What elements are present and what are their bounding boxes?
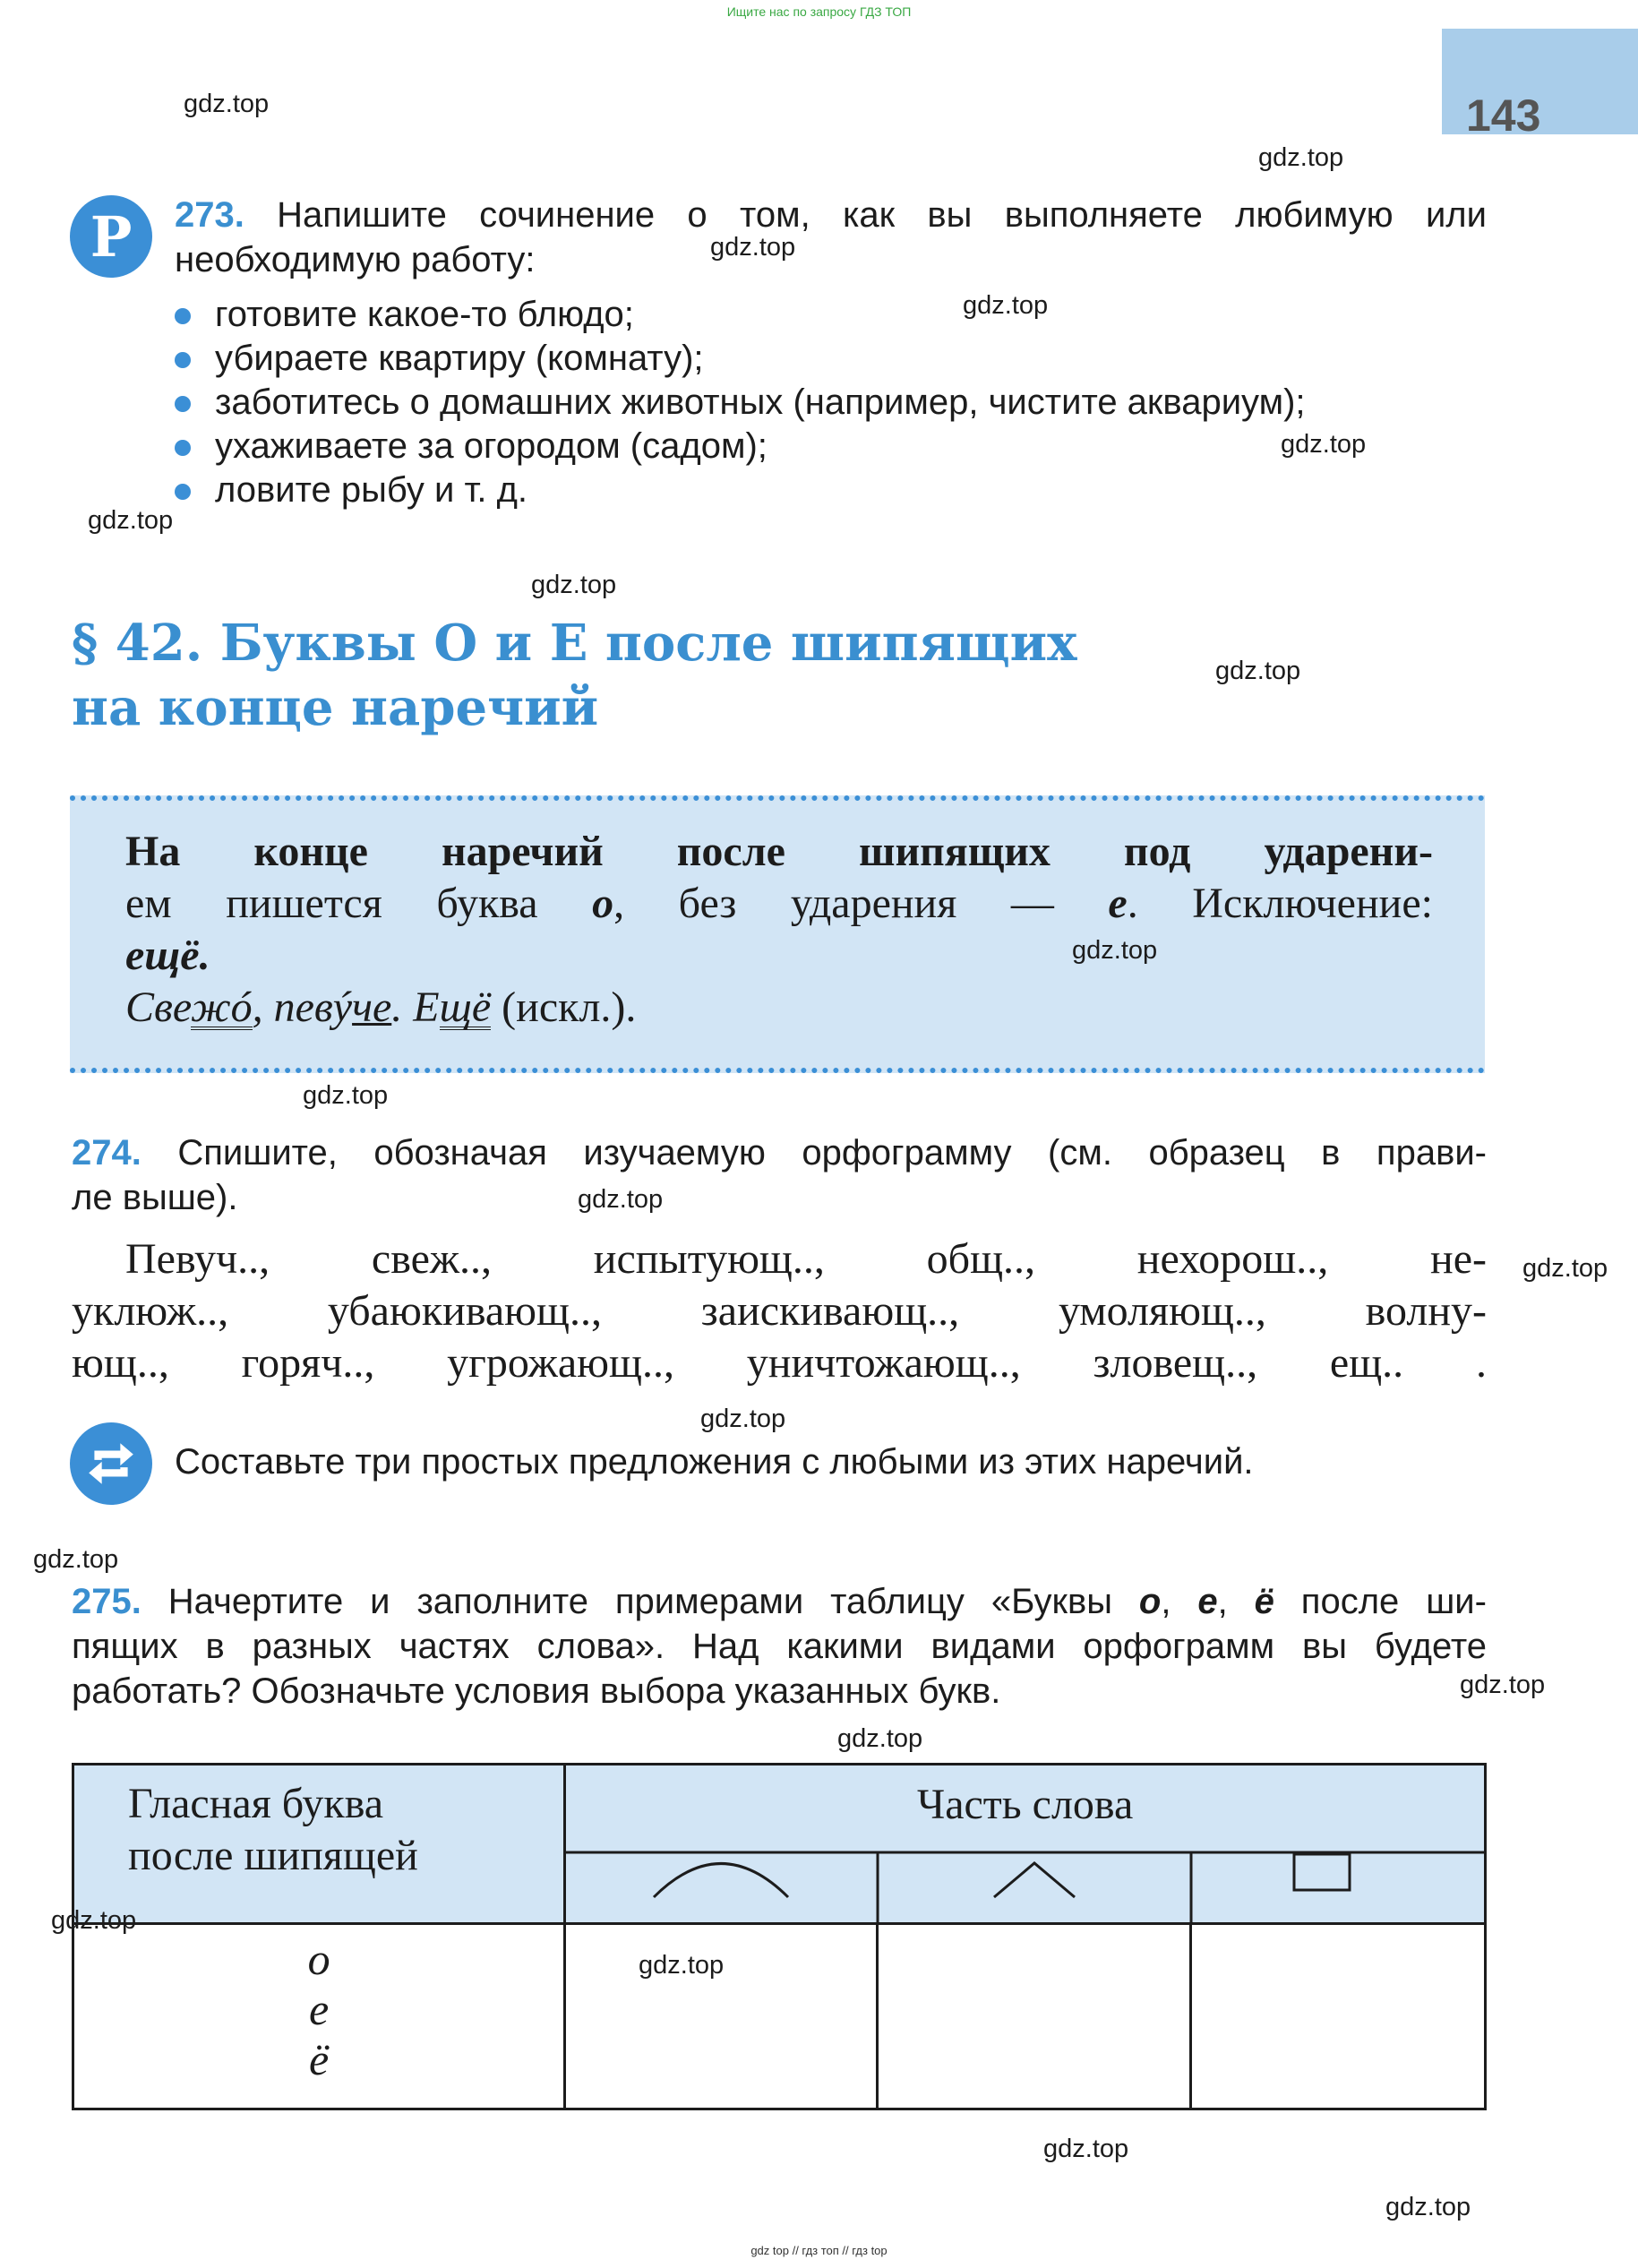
separator: ,: [1217, 1582, 1255, 1621]
watermark: gdz.top: [51, 1906, 137, 1935]
rule-example-3b: щё: [439, 984, 492, 1031]
rule-line-2c: . Исключение:: [1127, 880, 1433, 927]
exercise-274-line-2: ле выше).: [72, 1178, 238, 1217]
separator: ,: [1161, 1582, 1198, 1621]
watermark: gdz.top: [1258, 143, 1344, 172]
list-item: ловите рыбу и т. д.: [175, 468, 1487, 512]
exercise-274-text: [72, 1130, 1487, 1220]
exercise-275-line-2: пящих в разных частях слова». Над какими видами орфограмм вы будете: [72, 1627, 1487, 1666]
rule-example-2b: че: [352, 984, 392, 1031]
letter-e: е: [309, 1984, 330, 2034]
table-header-vowel-line-1: Гласная буква: [128, 1780, 384, 1827]
exercise-274-task-text: Составьте три простых предложения с любыми из этих наречий.: [175, 1442, 1254, 1482]
exercise-275-line-3: работать? Обозначьте условия выбора указанных букв.: [72, 1671, 1001, 1711]
words-line-1: Певуч.., свеж.., испытующ.., общ.., нехорош.., не-: [125, 1235, 1487, 1283]
section-title-line-1: § 42. Буквы О и Е после шипящих: [72, 614, 1077, 673]
exercise-273-line-2: необходимую работу:: [175, 240, 536, 279]
table-header-vowel-line-2: после шипящей: [128, 1832, 418, 1879]
rule-line-1: На конце наречий после шипящих под ударени-: [125, 828, 1433, 875]
rule-example-2a: , певý: [252, 984, 353, 1031]
speech-development-icon: [70, 195, 152, 278]
rule-text: [125, 826, 1433, 1034]
rule-example-1a: Све: [125, 984, 191, 1031]
rule-example-1b: жó: [190, 984, 253, 1031]
list-item: готовите какое-то блюдо;: [175, 293, 1487, 337]
exercise-275-line-1b: после ши-: [1274, 1582, 1487, 1621]
watermark: gdz.top: [303, 1081, 389, 1110]
letter-o: о: [1138, 1582, 1162, 1621]
page-number: 143: [1466, 90, 1541, 141]
letter-e: е: [1197, 1582, 1218, 1621]
arrows-cycle-icon: [83, 1436, 139, 1491]
exercise-273-line-1: Напишите сочинение о том, как вы выполняете любимую или: [277, 195, 1487, 235]
exercise-274-task: [175, 1439, 1487, 1484]
watermark: gdz.top: [33, 1545, 119, 1574]
rule-letter-o: о: [592, 880, 614, 927]
bottom-banner-note: gdz top // гдз топ // гдз top: [750, 2244, 888, 2257]
rule-line-2b: , без ударения —: [613, 880, 1109, 927]
table-cell-letters: [73, 1924, 565, 2109]
watermark: gdz.top: [700, 1405, 786, 1433]
repeat-task-icon: [70, 1422, 152, 1505]
exercise-273-list: [175, 293, 1487, 512]
ending-symbol-icon: [1294, 1854, 1350, 1890]
list-item: заботитесь о домашних животных (например, чистите аквариум);: [175, 381, 1487, 425]
watermark: gdz.top: [639, 1951, 725, 1980]
watermark: gdz.top: [963, 291, 1049, 320]
watermark: gdz.top: [1072, 936, 1158, 965]
list-item: ухаживаете за огородом (садом);: [175, 425, 1487, 468]
exercise-275-number: 275.: [72, 1582, 142, 1621]
watermark: gdz.top: [1385, 2193, 1471, 2221]
watermark: gdz.top: [578, 1185, 664, 1214]
rule-letter-e: е: [1108, 880, 1128, 927]
watermark: gdz.top: [710, 233, 796, 262]
watermark: gdz.top: [1281, 430, 1367, 459]
exercise-275-text: [72, 1579, 1487, 1714]
root-symbol-icon: [654, 1864, 788, 1898]
exercise-275-line-1a: Начертите и заполните примерами таблицу «Буквы: [167, 1582, 1139, 1621]
rule-example-tail: (искл.).: [491, 984, 637, 1031]
list-item: убираете квартиру (комнату);: [175, 337, 1487, 381]
exercise-273-number: 273.: [175, 195, 244, 235]
exercise-273-text: [175, 193, 1487, 282]
watermark: gdz.top: [184, 90, 270, 118]
letter-o: о: [307, 1934, 330, 1984]
table-header-part-label: Часть слова: [917, 1781, 1134, 1828]
top-banner-note: Ищите нас по запросу ГДЗ ТОП: [726, 4, 912, 19]
words-line-3: ющ.., горяч.., угрожающ.., уничтожающ.., зловещ.., ещ.. .: [72, 1339, 1487, 1387]
watermark: gdz.top: [531, 571, 617, 599]
watermark: gdz.top: [1043, 2135, 1129, 2163]
morpheme-symbols: [72, 1763, 1487, 1922]
section-title-line-2: на конце наречий: [72, 678, 599, 737]
letter-yo: ё: [1254, 1582, 1274, 1621]
section-title: [72, 611, 1077, 740]
words-line-2: уклюж.., убаюкивающ.., заискивающ.., умоляющ.., волну-: [72, 1287, 1487, 1335]
speech-development-letter: P: [90, 203, 133, 270]
exercise-274-words-cont: [72, 1285, 1487, 1389]
suffix-symbol-icon: [994, 1863, 1075, 1897]
watermark: gdz.top: [837, 1724, 923, 1753]
letter-yo: ё: [309, 2034, 330, 2084]
watermark: gdz.top: [88, 506, 174, 535]
watermark: gdz.top: [1460, 1671, 1546, 1699]
exercise-274-words: [125, 1233, 1487, 1285]
exercise-274-line-1: Спишите, обозначая изучаемую орфограмму (см. образец в прави-: [177, 1133, 1487, 1173]
watermark: gdz.top: [1215, 657, 1301, 685]
table-cell-ending: [1190, 1924, 1485, 2109]
table-cell-suffix: [878, 1924, 1190, 2109]
rule-exception: ещё.: [125, 932, 210, 979]
watermark: gdz.top: [1522, 1254, 1608, 1283]
rule-line-2a: ем пишется буква: [125, 880, 593, 927]
rule-example-3a: . Е: [391, 984, 440, 1031]
exercise-274-number: 274.: [72, 1133, 142, 1173]
